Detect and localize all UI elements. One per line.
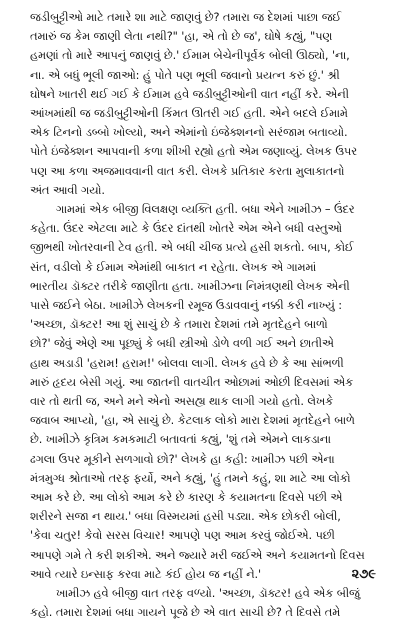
text-line: પણ આ કળા અજમાવવાની વાત કરી. લેખકે પ્રતિકાર કરતા મુલાકાતનો: [30, 163, 345, 178]
text-line: જવાબ આપ્યો, 'હા, એ સાચું છે. કેટલાક લોકો મારા દેશમાં મૃતદેહને બાળે: [30, 413, 355, 428]
text-line: પોતે ઇંજેક્શન આપવાની કળા શીખી રહ્યો હતો એમ જણાવ્યું. લેખક ઉપર: [30, 144, 357, 159]
text-line: 'કેવા ચતુર! કેવો સરસ વિચાર! આપણે પણ આમ કરવું જોઈએ. પછી: [30, 528, 335, 543]
text-line: છો?' જેવું એણે આ પૂછ્યું કે બધી સ્ત્રીઓ ડોળે વળી ગઈ અને છાતીએ: [30, 336, 334, 351]
text-line: સંત, વડીલો કે ઈમામ એમાંથી બાકાત ન રહેતા. લેખક એ ગામમાં: [30, 259, 317, 274]
text-line: તમારું જ કેમ જાણી લેતા નથી?" 'હા, એ તો છે જ', ઘોષે કહ્યું, "પણ: [30, 29, 333, 44]
text-line: હમણાં તો મારે આપનું જાણવું છે.' ઈમામ બેચેનીપૂર્વક બોલી ઊઠ્યો, 'ના,: [30, 48, 350, 63]
text-line: આપણે ગમે તે કરી શકીએ. અને જ્યારે મરી જઈએ અને કયામતનો દિવસ: [30, 547, 365, 562]
paragraph: [30, 200, 390, 584]
text-line: આવે ત્યારે ઇન્સાફ કરવા માટે કંઈ હોય જ નહીં ને.': [30, 566, 262, 581]
text-line: ઢગલા ઉપર મૂકીને સળગાવો છો?' લેખકે હા કહી: ખામીઝ પછી એના: [30, 451, 335, 466]
text-line: શરીરને સજા ન થાય.' બધા વિસ્મયમાં હસી પડ્યા. એક છોકરી બોલી,: [30, 509, 341, 524]
paragraph: [30, 584, 390, 622]
text-line: હાથ અડાડી 'હરામ! હરામ!' બોલવા લાગી. લેખક હવે છે કે આ સાંભળી: [30, 355, 344, 370]
text-line: ઘોષને ખાતરી થઈ ગઈ કે ઈમામ હવે જડીબુટ્ટીઓની વાત નહીં કરે. એની: [30, 86, 349, 101]
text-line: વાર તો થતી જ, અને મને એનો અસહ્ય થાક લાગી ગયો હતો. લેખકે: [30, 394, 334, 409]
text-line: મારું હૃદય બેસી ગયું. આ જાતની વાતચીત ઓછામાં ઓછી દિવસમાં એક: [30, 374, 354, 389]
text-line: છે. ખામીઝે કૃત્રિમ કમકમાટી બતાવતાં કહ્યું, 'શું તમે એમને લાકડાના: [30, 432, 331, 447]
text-line: કહેતા. ઉંદર એટલા માટે કે ઉંદર દાંતથી ખોતરે એમ એને બધી વસ્તુઓ: [30, 221, 342, 236]
text-line: મંત્રમુગ્ધ શ્રોતાઓ તરફ ફર્યો, અને કહ્યું, 'હું તમને કહું, શા માટે આ લોકો: [30, 470, 351, 485]
text-line: આંખમાંથી જ જડીબુટ્ટીઓની કિંમત ઊતરી ગઈ હતી. એને બદલે ઈમામે: [30, 106, 348, 121]
text-line: જડીબુટ્ટીઓ માટે તમારે શા માટે જાણવું છે? તમારા જ દેશમાં પાછા જઈ: [30, 10, 342, 24]
text-line: ભારતીય ડૉક્ટર તરીકે જાણીતા હતા. ખામીઝના નિમંત્રણથી લેખક એની: [30, 278, 350, 293]
text-line: ગામમાં એક બીજી વિલક્ષણ વ્યક્તિ હતી. બધા એને ખામીઝ – ઉંદર: [56, 202, 355, 217]
body-text: [30, 8, 390, 623]
text-line: એક ટિનનો ડબ્બો ખોલ્યો, અને એમાંનો ઇંજેક્શનનો સરંજામ બતાવ્યો.: [30, 125, 348, 140]
text-line: ના. એ બધું ભૂલી જાઓ: હું પોતે પણ ભૂલી જવાનો પ્રયત્ન કરું છું.' શ્રી: [30, 67, 340, 82]
text-line: 'અચ્છા, ડૉક્ટર! આ શું સાચું છે કે તમારા દેશમાં તમે મૃતદેહને બાળો: [30, 317, 328, 332]
text-line: આમ કરે છે. આ લોકો આમ કરે છે કારણ કે કયામતના દિવસે પછી એ: [30, 490, 343, 505]
text-line: પાસે જઈને બેઠા. ખામીઝે લેખકની રમૂજ ઉડાવવાનું નક્કી કરી નાખ્યું :: [30, 298, 342, 313]
text-line: જીભથી ખોતરવાની ટેવ હતી. એ બધી ચીજ પ્રત્યે હસી શકતો. બાપ, કોઈ: [30, 240, 354, 255]
text-line: કહો. તમારા દેશમાં બધા ગાયને પૂજે છે એ વાત સાચી છે? તે દિવસે તમે: [30, 605, 341, 620]
page-number: ૨૭૯: [351, 567, 376, 582]
paragraph: [30, 8, 390, 200]
text-line: ખામીઝ હવે બીજી વાત તરફ વળ્યો. 'અચ્છા, ડૉક્ટર! હવે એક બીજું: [56, 586, 360, 601]
text-line: અંત આવી ગયો.: [30, 182, 105, 197]
